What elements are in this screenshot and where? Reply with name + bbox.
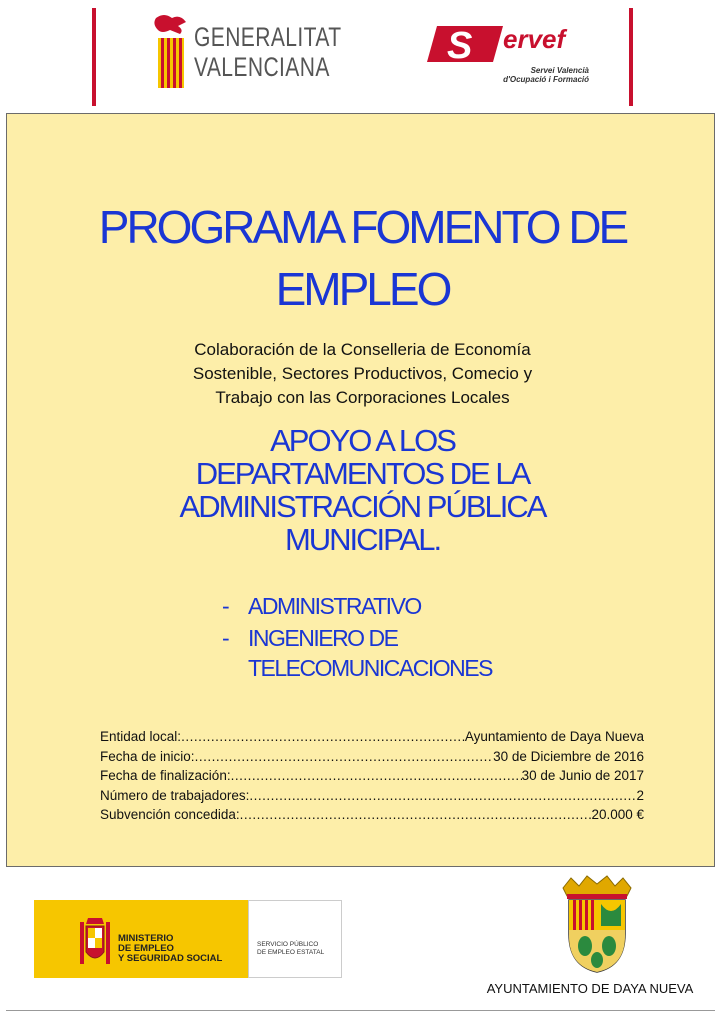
servef-subtitle <box>489 66 589 84</box>
info-label: Entidad local: <box>100 729 182 744</box>
footer-divider <box>6 1010 715 1011</box>
info-leader <box>195 747 494 767</box>
position-dash: - <box>222 593 229 619</box>
info-label: Subvención concedida: <box>100 807 240 822</box>
collaboration-line-3: Trabajo con las Corporaciones Locales <box>215 388 510 407</box>
position-line-1: INGENIERO DE <box>248 625 398 651</box>
apoyo-line-4: MUNICIPAL. <box>284 522 441 557</box>
position-line-2: TELECOMUNICACIONES <box>248 655 492 681</box>
info-value: Ayuntamiento de Daya Nueva <box>464 729 644 744</box>
sepe-box <box>248 900 342 978</box>
sepe-line-2: DE EMPLEO ESTATAL <box>257 949 325 956</box>
header-divider-left <box>92 8 96 106</box>
project-info <box>100 727 644 825</box>
ministerio-line-2: DE EMPLEO <box>118 943 174 954</box>
ministerio-logo <box>34 900 340 978</box>
info-leader <box>249 786 636 806</box>
header <box>0 0 725 110</box>
daya-nueva-coat-of-arms-icon <box>557 874 637 974</box>
info-value: 30 de Junio de 2017 <box>521 768 644 783</box>
title-line-2: EMPLEO <box>275 263 450 315</box>
header-divider-right <box>629 8 633 106</box>
bat-emblem-icon <box>150 12 190 92</box>
title-line-1: PROGRAMA FOMENTO DE <box>98 201 627 253</box>
servef-logo <box>423 22 593 92</box>
servef-wordmark: ervef <box>503 24 566 54</box>
ayuntamiento-name: AYUNTAMIENTO DE DAYA NUEVA <box>486 981 694 996</box>
info-leader <box>181 727 465 747</box>
servef-sub-line-2: d'Ocupació i Formació <box>503 75 589 84</box>
servef-sub-line-1: Servei Valencià <box>530 66 589 75</box>
sepe-line-1: SERVICIO PÚBLICO <box>257 941 319 948</box>
collaboration-text <box>0 338 725 410</box>
ministerio-text <box>118 934 222 964</box>
position-dash: - <box>222 625 229 651</box>
info-label: Fecha de inicio: <box>100 748 195 764</box>
position-line-1: ADMINISTRATIVO <box>248 593 421 619</box>
generalitat-valenciana-logo <box>150 12 340 92</box>
page-title <box>0 196 725 320</box>
generalitat-text <box>194 22 341 82</box>
apoyo-line-1: APOYO A LOS <box>270 423 455 458</box>
info-row <box>100 766 644 786</box>
ministerio-line-1: MINISTERIO <box>118 933 174 944</box>
info-row <box>100 786 644 806</box>
info-leader <box>240 805 592 825</box>
sepe-text <box>257 941 324 957</box>
spain-coat-of-arms-icon <box>78 912 112 970</box>
info-row <box>100 747 644 767</box>
info-value: 20.000 € <box>591 807 644 822</box>
ministerio-line-3: Y SEGURIDAD SOCIAL <box>118 953 223 964</box>
info-value: 2 <box>636 787 644 803</box>
collaboration-line-2: Sostenible, Sectores Productivos, Comecio y <box>192 364 533 383</box>
apoyo-line-2: DEPARTAMENTOS DE LA <box>195 456 530 491</box>
info-label: Fecha de finalización: <box>100 768 231 783</box>
gv-line-1: GENERALITAT <box>194 22 342 52</box>
info-leader <box>231 766 522 786</box>
apoyo-line-3: ADMINISTRACIÓN PÚBLICA <box>179 489 546 524</box>
info-row <box>100 727 644 747</box>
gv-line-2: VALENCIANA <box>194 52 330 82</box>
collaboration-line-1: Colaboración de la Conselleria de Economía <box>194 340 531 359</box>
program-subtitle <box>0 424 725 556</box>
info-value: 30 de Diciembre de 2016 <box>493 748 644 764</box>
info-row <box>100 805 644 825</box>
svg-text:S: S <box>447 25 473 67</box>
info-label: Número de trabajadores: <box>100 787 250 803</box>
